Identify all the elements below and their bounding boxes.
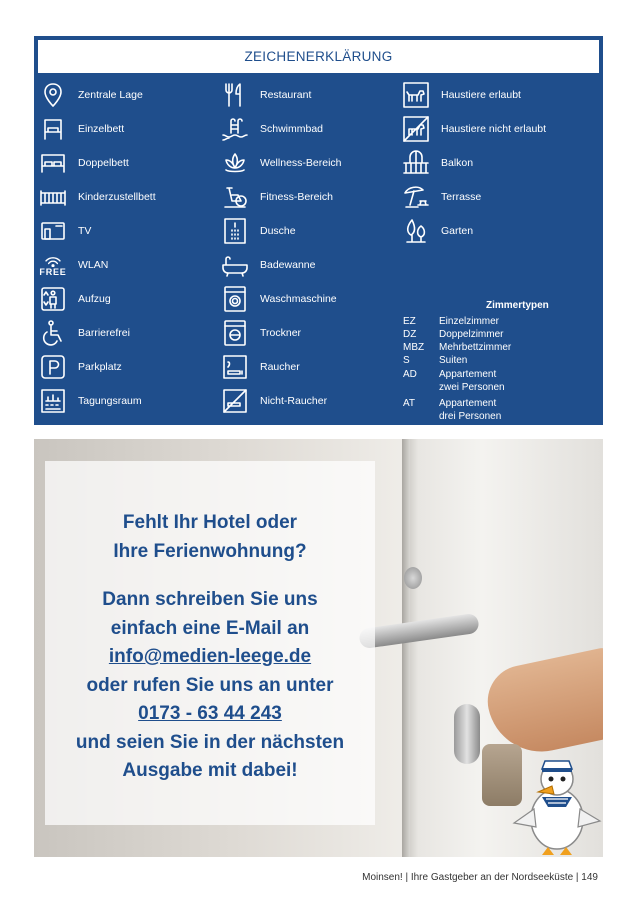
terrace-icon <box>401 182 431 212</box>
tv-icon <box>38 216 68 246</box>
washing-machine-icon <box>220 284 250 314</box>
legend-item: Parkplatz <box>38 350 122 384</box>
smoking-icon <box>220 352 250 382</box>
room-type-row: MBZ Mehrbettzimmer <box>403 342 512 353</box>
legend-item: Doppelbett <box>38 146 129 180</box>
promo-line: und seien Sie in der nächsten <box>75 731 345 753</box>
single-bed-icon <box>38 114 68 144</box>
exercise-bike-icon <box>220 182 250 212</box>
room-types-title: Zimmertypen <box>486 300 549 311</box>
legend-item: TV <box>38 214 91 248</box>
promo-heading-line: Fehlt Ihr Hotel oder <box>122 512 298 533</box>
legend-item: Raucher <box>220 350 300 384</box>
legend-item: Garten <box>401 214 473 248</box>
promo-banner <box>34 439 603 857</box>
wheelchair-icon <box>38 318 68 348</box>
door-lock <box>454 704 480 764</box>
no-smoking-icon <box>220 386 250 416</box>
promo-text <box>45 509 375 786</box>
email-link[interactable]: info@medien-leege.de <box>108 646 312 667</box>
legend-item: Barrierefrei <box>38 316 130 350</box>
legend-item: Terrasse <box>401 180 481 214</box>
legend-item: Zentrale Lage <box>38 78 143 112</box>
no-dog-icon <box>401 114 431 144</box>
dryer-icon <box>220 318 250 348</box>
legend-item: FREE WLAN <box>38 248 108 282</box>
room-type-row: drei Personen <box>439 411 502 422</box>
promo-line: einfach eine E-Mail an <box>110 617 310 639</box>
bathtub-icon <box>220 250 250 280</box>
legend-item: Aufzug <box>38 282 111 316</box>
legend-item: Badewanne <box>220 248 315 282</box>
legend-item: Dusche <box>220 214 296 248</box>
page-footer: Moinsen! | Ihre Gastgeber an der Nordseeküste | 149 <box>362 872 598 883</box>
elevator-icon <box>38 284 68 314</box>
parking-icon <box>38 352 68 382</box>
legend-item: Balkon <box>401 146 473 180</box>
legend-item: Haustiere nicht erlaubt <box>401 112 546 146</box>
wifi-icon <box>38 250 68 280</box>
tree-icon <box>401 216 431 246</box>
legend-item: Nicht-Raucher <box>220 384 327 418</box>
promo-line: oder rufen Sie uns an unter <box>86 674 334 696</box>
legend-title: ZEICHENERKLÄRUNG <box>38 40 599 73</box>
door-stopper <box>404 567 422 589</box>
door-edge <box>402 439 410 857</box>
promo-line: Ausgabe mit dabei! <box>122 760 298 781</box>
legend-item: Haustiere erlaubt <box>401 78 521 112</box>
room-type-row: DZ Doppelzimmer <box>403 329 504 340</box>
legend-item: Schwimmbad <box>220 112 323 146</box>
double-bed-icon <box>38 148 68 178</box>
legend-panel <box>34 36 603 436</box>
room-type-row: FW Ferienwohnung <box>403 425 508 436</box>
room-type-row: S Suiten <box>403 355 468 366</box>
legend-item: Tagungsraum <box>38 384 142 418</box>
location-pin-icon <box>38 80 68 110</box>
room-type-row: AT Appartement <box>403 398 497 409</box>
promo-heading-line: Ihre Ferienwohnung? <box>113 540 307 562</box>
legend-item: Wellness-Bereich <box>220 146 342 180</box>
room-type-row: AD Appartement <box>403 369 497 380</box>
free-badge: FREE <box>39 267 67 277</box>
legend-item: Einzelbett <box>38 112 124 146</box>
pool-icon <box>220 114 250 144</box>
legend-item: Kinderzustellbett <box>38 180 156 214</box>
legend-item: Waschmaschine <box>220 282 337 316</box>
phone-link[interactable]: 0173 - 63 44 243 <box>138 703 282 724</box>
fork-knife-icon <box>220 80 250 110</box>
shower-icon <box>220 216 250 246</box>
dog-icon <box>401 80 431 110</box>
balcony-icon <box>401 148 431 178</box>
seagull-mascot-icon <box>512 749 602 857</box>
legend-item: Fitness-Bereich <box>220 180 333 214</box>
room-type-row: EZ Einzelzimmer <box>403 316 500 327</box>
promo-line: Dann schreiben Sie uns <box>102 589 318 610</box>
room-type-row: zwei Personen <box>439 382 505 393</box>
legend-item: Restaurant <box>220 78 311 112</box>
lotus-icon <box>220 148 250 178</box>
crib-icon <box>38 182 68 212</box>
conference-icon <box>38 386 68 416</box>
legend-item: Trockner <box>220 316 301 350</box>
